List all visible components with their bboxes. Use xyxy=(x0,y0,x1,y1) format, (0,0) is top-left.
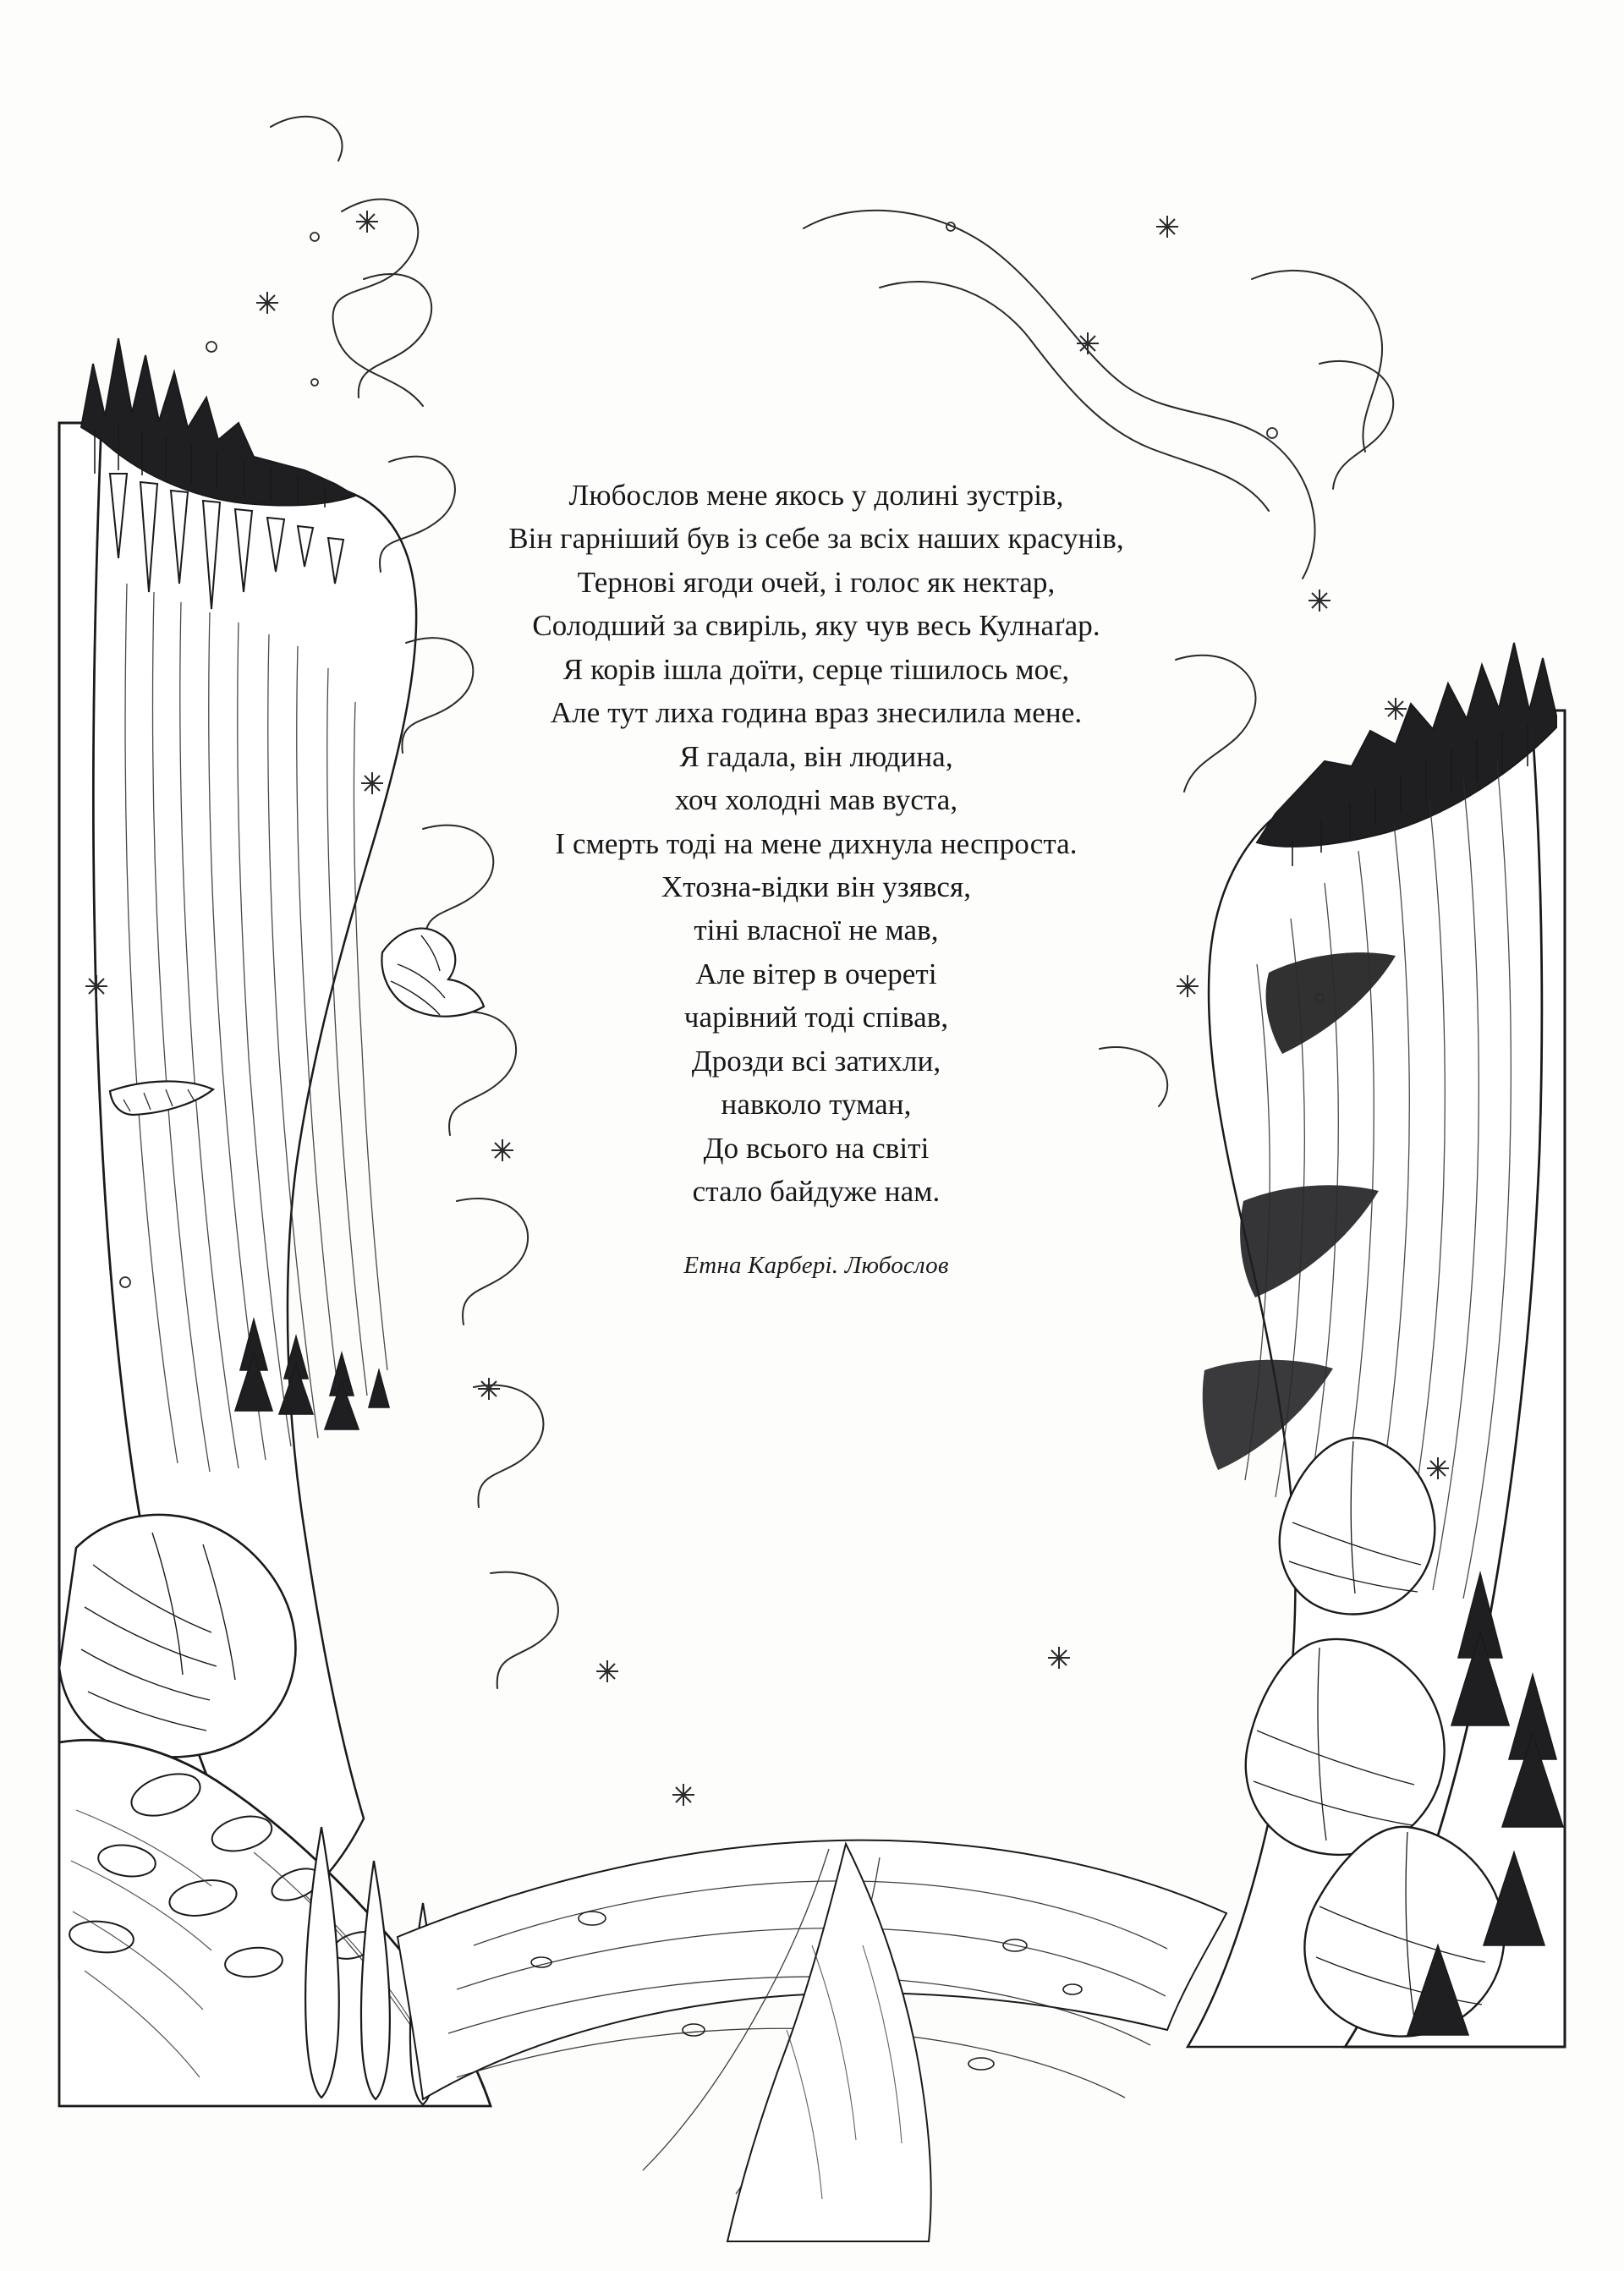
poem-line: Солодший за свиріль, яку чув весь Кулнаґар. xyxy=(532,609,1100,643)
poem-line: Але тут лиха година враз знесилила мене. xyxy=(550,696,1083,730)
poem-line: Любослов мене якось у долині зустрів, xyxy=(568,479,1064,512)
poem-line: Він гарніший був із себе за всіх наших красунів, xyxy=(508,522,1124,556)
poem-block xyxy=(364,474,1269,1280)
poem-attribution: Етна Карбері. Любослов xyxy=(683,1252,949,1280)
poem-line: стало байдуже нам. xyxy=(692,1175,941,1208)
poem-line: Дрозди всі затихли, xyxy=(691,1044,941,1078)
valley-floor xyxy=(398,1840,1226,2241)
poem-line: хоч холодні мав вуста, xyxy=(674,783,958,817)
poem-line: навколо туман, xyxy=(721,1088,912,1122)
poem-line: І смерть тоді на мене дихнула неспроста. xyxy=(555,826,1078,860)
poem-line: чарівний тоді співав, xyxy=(683,1001,949,1034)
poem-line: Хтозна-відки він узявся, xyxy=(661,869,972,903)
poem-line: Я корів ішла доїти, серце тішилось моє, xyxy=(562,652,1070,686)
poem-line: До всього на світі xyxy=(703,1131,930,1165)
poem-line: Я гадала, він людина, xyxy=(679,739,953,773)
poem-line: тіні власної не мав, xyxy=(694,913,939,947)
poem-line: Тернові ягоди очей, і голос як нектар, xyxy=(577,565,1056,599)
poem-line: Але вітер в очереті xyxy=(695,957,937,990)
